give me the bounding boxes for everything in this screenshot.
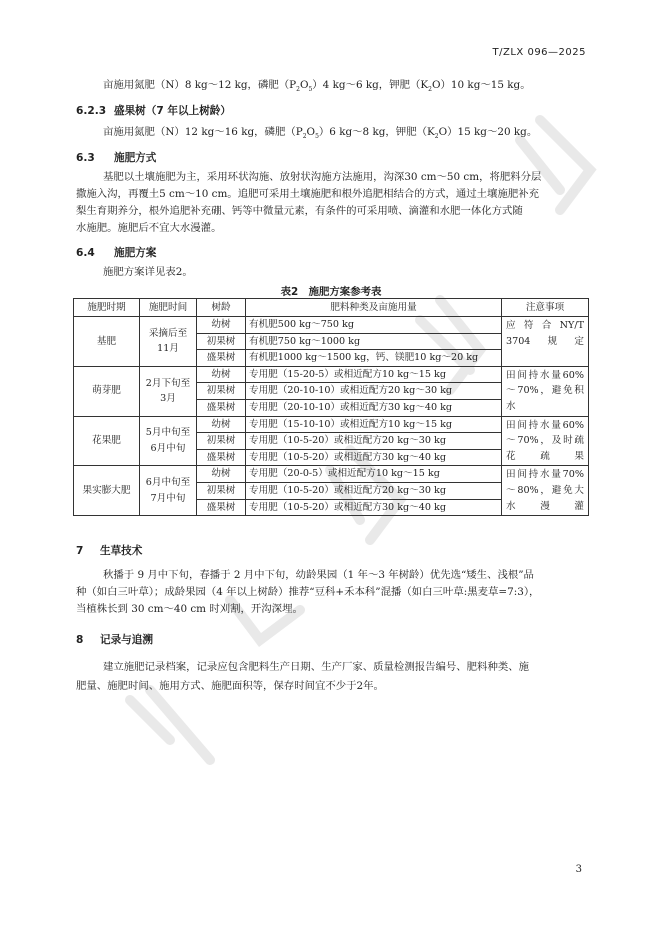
heading-7: 7 生草技术 xyxy=(76,545,143,557)
note-cell: 田间持水量60%～70%，及时疏花疏果 xyxy=(502,416,589,466)
note-cell: 田间持水量70%～80%，避免大水漫灌 xyxy=(502,466,589,516)
paragraph-7-line-2: 种（如白三叶草）；成龄果园（4 年以上树龄）推荐“豆科+禾本科”混播（如白三叶草:黑麦草=7:3）， xyxy=(76,586,540,598)
period-cell: 萌芽肥 xyxy=(74,366,140,416)
fertilizer-cell: 专用肥（10-5-20）或相近配方20 kg～30 kg xyxy=(246,433,502,450)
paragraph-7-line-1: 秋播于 9 月中下旬，春播于 2 月中下旬，幼龄果园（1 年～3 年树龄）优先选“矮生、浅根”品 xyxy=(103,569,534,581)
fertilizer-cell: 专用肥（20-0-5）或相近配方10 kg～15 kg xyxy=(246,466,502,483)
age-cell: 盛果树 xyxy=(197,350,246,367)
fertilizer-cell: 有机肥500 kg～750 kg xyxy=(246,317,502,334)
paragraph-7-line-3: 当植株长到 30 cm～40 cm 时刈割，开沟深埋。 xyxy=(76,603,303,615)
header-tree-age: 树龄 xyxy=(197,299,246,317)
time-cell: 6月中旬至7月中旬 xyxy=(140,466,197,516)
fertilizer-cell: 专用肥（15-20-5）或相近配方10 kg～15 kg xyxy=(246,366,502,383)
time-cell: 5月中旬至6月中旬 xyxy=(140,416,197,466)
standard-code: T/ZLX 096—2025 xyxy=(492,47,586,58)
fertilizer-cell: 专用肥（10-5-20）或相近配方30 kg～40 kg xyxy=(246,449,502,466)
age-cell: 初果树 xyxy=(197,383,246,400)
age-cell: 盛果树 xyxy=(197,499,246,516)
page-number: 3 xyxy=(575,864,582,875)
heading-6-3: 6.3 施肥方式 xyxy=(76,152,157,164)
table-row xyxy=(74,416,589,433)
paragraph-6-4: 施肥方案详见表2。 xyxy=(103,266,193,278)
header-period: 施肥时期 xyxy=(74,299,140,317)
paragraph-6-2-2: 亩施用氮肥（N）8 kg～12 kg，磷肥$(P_2O_5)4$ kg～6 kg，钾肥$(K_2O)10$ kg～15 kg。 xyxy=(103,79,531,94)
fertilization-plan-table xyxy=(73,298,589,516)
time-cell: 2月下旬至3月 xyxy=(140,366,197,416)
paragraph-6-3-line-3: 梨生育期养分，根外追肥补充硼、钙等中微量元素，有条件的可采用喷、滴灌和水肥一体化方式随 xyxy=(76,205,523,217)
fertilizer-cell: 专用肥（20-10-10）或相近配方20 kg～30 kg xyxy=(246,383,502,400)
period-cell: 果实膨大肥 xyxy=(74,466,140,516)
age-cell: 幼树 xyxy=(197,466,246,483)
age-cell: 幼树 xyxy=(197,416,246,433)
fertilizer-cell: 专用肥（10-5-20）或相近配方20 kg～30 kg xyxy=(246,482,502,499)
paragraph-6-2-3: 亩施用氮肥（N）12 kg～16 kg，磷肥$(P_2O_5)6$ kg～8 kg，钾肥$(K_2O)15$ kg～20 kg。 xyxy=(103,126,538,141)
period-cell: 基肥 xyxy=(74,317,140,367)
paragraph-8-line-1: 建立施肥记录档案，记录应包含肥料生产日期、生产厂家、质量检测报告编号、肥料种类、施 xyxy=(103,661,530,673)
paragraph-6-3-line-4: 水施肥。施肥后不宜大水漫灌。 xyxy=(76,222,222,234)
age-cell: 初果树 xyxy=(197,333,246,350)
header-time: 施肥时间 xyxy=(140,299,197,317)
note-cell: 应符合NY/T 3704规定 xyxy=(502,317,589,367)
table-header-row xyxy=(74,299,589,317)
time-cell: 采摘后至11月 xyxy=(140,317,197,367)
fertilizer-cell: 专用肥（15-10-10）或相近配方10 kg～15 kg xyxy=(246,416,502,433)
period-cell: 花果肥 xyxy=(74,416,140,466)
paragraph-6-3-line-2: 撒施入沟，再覆土5 cm～10 cm。追肥可采用土壤施肥和根外追肥相结合的方式，通过土壤施肥补充 xyxy=(76,188,540,200)
age-cell: 初果树 xyxy=(197,482,246,499)
heading-6-2-3: 6.2.3 盛果树（7 年以上树龄） xyxy=(76,105,231,117)
table-row xyxy=(74,466,589,483)
age-cell: 幼树 xyxy=(197,317,246,334)
paragraph-6-3-line-1: 基肥以土壤施肥为主，采用环状沟施、放射状沟施方法施用，沟深30 cm～50 cm，将肥料分层 xyxy=(103,171,542,183)
heading-6-4: 6.4 施肥方案 xyxy=(76,247,157,259)
fertilizer-cell: 有机肥1000 kg～1500 kg，钙、镁肥10 kg～20 kg xyxy=(246,350,502,367)
note-cell: 田间持水量60%～70%，避免积水 xyxy=(502,366,589,416)
fertilizer-cell: 专用肥（20-10-10）或相近配方30 kg～40 kg xyxy=(246,399,502,416)
age-cell: 盛果树 xyxy=(197,399,246,416)
age-cell: 初果树 xyxy=(197,433,246,450)
header-fertilizer: 肥料种类及亩施用量 xyxy=(246,299,502,317)
table-caption: 表2 施肥方案参考表 xyxy=(280,286,382,298)
age-cell: 幼树 xyxy=(197,366,246,383)
age-cell: 盛果树 xyxy=(197,449,246,466)
paragraph-8-line-2: 肥量、施肥时间、施用方式、施肥面积等，保存时间宜不少于2年。 xyxy=(76,680,384,692)
fertilizer-cell: 有机肥750 kg～1000 kg xyxy=(246,333,502,350)
fertilizer-cell: 专用肥（10-5-20）或相近配方30 kg～40 kg xyxy=(246,499,502,516)
table-row xyxy=(74,366,589,383)
table-row xyxy=(74,317,589,334)
heading-8: 8 记录与追溯 xyxy=(76,634,153,646)
header-notes: 注意事项 xyxy=(502,299,589,317)
